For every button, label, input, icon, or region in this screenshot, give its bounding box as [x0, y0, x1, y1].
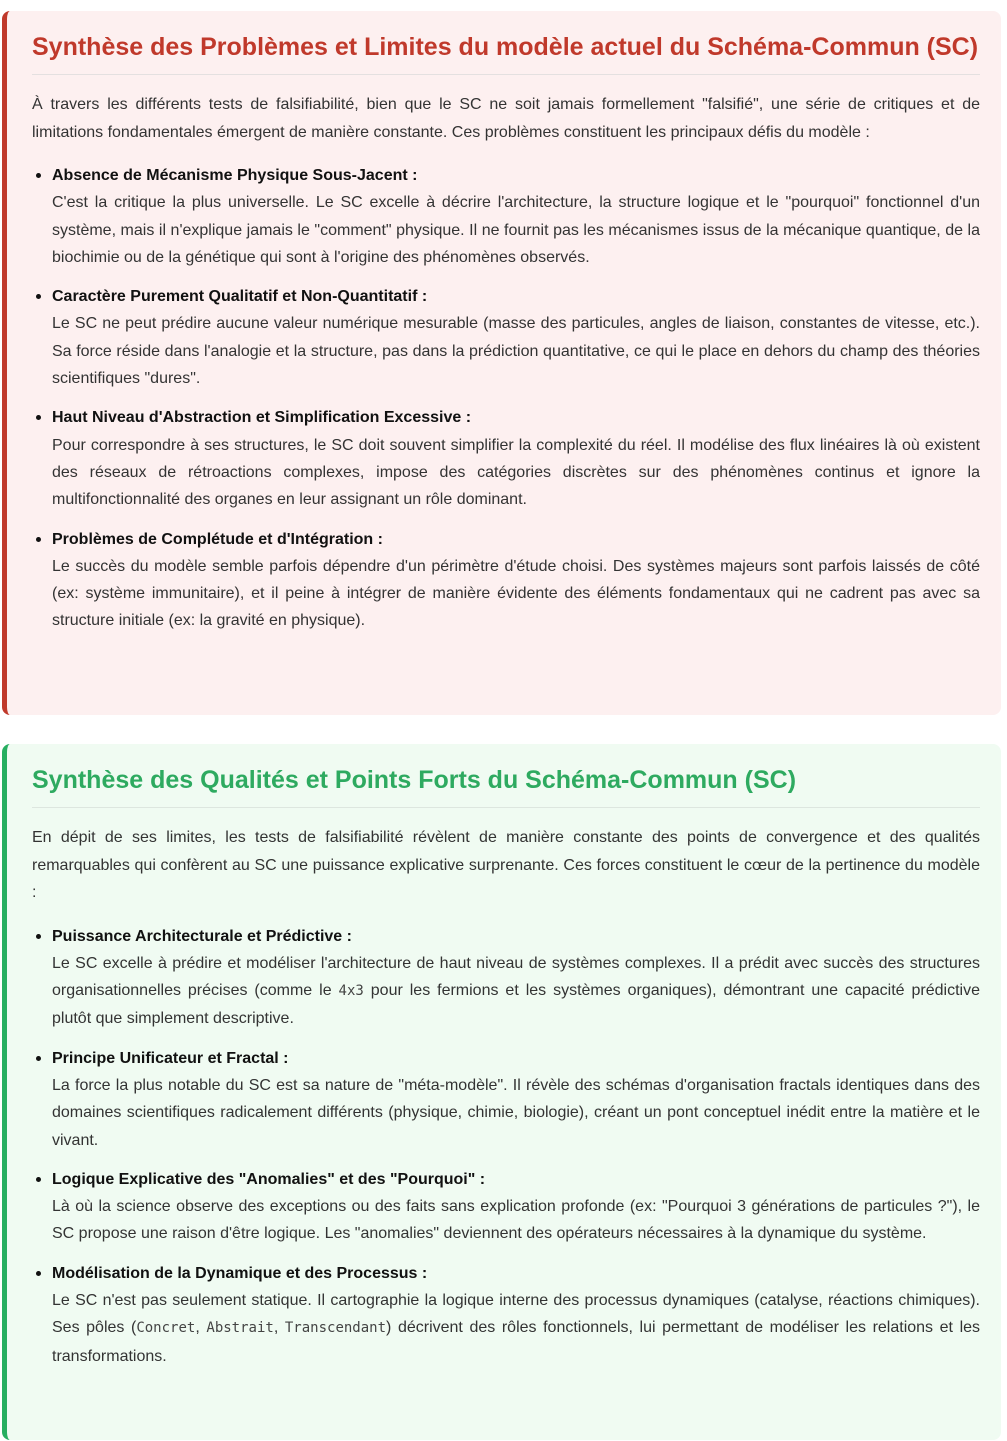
item-title: Problèmes de Complétude et d'Intégration : [52, 530, 383, 548]
item-body: Là où la science observe des exceptions ou des faits sans explication profonde (ex: "Pourquoi 3 générations de particules ?"), le SC propose une raison d'être logique. Les "anomalies" deviennent des opérateurs nécessaires à la dynamique du système. [52, 1198, 980, 1243]
item-title: Caractère Purement Qualitatif et Non-Quantitatif : [52, 288, 428, 306]
problems-heading: Synthèse des Problèmes et Limites du modèle actuel du Schéma-Commun (SC) [32, 31, 980, 75]
problems-list [32, 162, 980, 635]
item-body-text: ) décrivent des rôles fonctionnels, lui permettant de modéliser les relations et les transformations. [52, 1319, 981, 1365]
item-body: Pour correspondre à ses structures, le SC doit souvent simplifier la complexité du réel. Il modélise des flux linéaires là où existent des réseaux de rétroactions complexes, impose des catégories discrètes sur des phénomènes continus et ignore la multifonctionnalité des organes en leur assignant un rôle dominant. [52, 436, 980, 509]
item-body-text: Le SC n'est pas seulement statique. Il cartographie la logique interne des processus dynamiques (catalyse, réactions chimiques). Ses pôles ( [52, 1292, 980, 1337]
item-body: La force la plus notable du SC est sa nature de "méta-modèle". Il révèle des schémas d'organisation fractals identiques dans des domaines scientifiques radicalement différents (physique, chimie, biologie), créant un pont conceptuel inédit entre la matière et le vivant. [52, 1076, 980, 1149]
item-title: Modélisation de la Dynamique et des Processus : [52, 1264, 428, 1282]
list-item [52, 1166, 980, 1248]
list-item [52, 1260, 980, 1370]
strengths-card [2, 744, 1001, 1440]
item-body [52, 1287, 980, 1370]
item-body-text: pour les fermions et les systèmes organiques), démontrant une capacité prédictive plutôt que simplement descriptive. [52, 982, 980, 1028]
separator: , [273, 1319, 285, 1337]
item-title: Puissance Architecturale et Prédictive : [52, 927, 352, 945]
inline-code: 4x3 [338, 983, 364, 1000]
inline-code: Abstrait [206, 1320, 274, 1337]
list-item [52, 1045, 980, 1154]
item-body: Le SC ne peut prédire aucune valeur numérique mesurable (masse des particules, angles de liaison, constantes de vitesse, etc.). Sa force réside dans l'analogie et la structure, pas dans la prédiction quantitative, ce qui le place en dehors du champ des théories scientifiques "dures". [52, 315, 980, 388]
inline-code: Transcendant [284, 1320, 387, 1337]
item-title: Haut Niveau d'Abstraction et Simplification Excessive : [52, 409, 472, 427]
item-title: Logique Explicative des "Anomalies" et des "Pourquoi" : [52, 1170, 486, 1188]
item-title: Principe Unificateur et Fractal : [52, 1049, 289, 1067]
strengths-list [32, 923, 980, 1370]
item-title: Absence de Mécanisme Physique Sous-Jacent : [52, 167, 418, 184]
list-item [52, 526, 980, 635]
list-item [52, 162, 980, 271]
strengths-intro: En dépit de ses limites, les tests de falsifiabilité révèlent de manière constante des points de convergence et des qualités remarquables qui confèrent au SC une puissance explicative surprenante. Ces forces constituent le cœur de la pertinence du modèle : [32, 829, 980, 901]
list-item [52, 283, 980, 392]
item-body: Le succès du modèle semble parfois dépendre d'un périmètre d'étude choisi. Des systèmes majeurs sont parfois laissés de côté (ex: système immunitaire), et il peine à intégrer de manière évidente des éléments fondamentaux qui ne cadrent pas avec sa structure initiale (ex: la gravité en physique). [52, 557, 980, 630]
strengths-heading: Synthèse des Qualités et Points Forts du Schéma-Commun (SC) [32, 764, 980, 808]
item-body [52, 950, 980, 1033]
item-body: C'est la critique la plus universelle. Le SC excelle à décrire l'architecture, la structure logique et le "pourquoi" fonctionnel d'un système, mais il n'explique jamais le "comment" physique. Il ne fournit pas les mécanismes issus de la mécanique quantique, de la biochimie ou de la génétique qui sont à l'origine des phénomènes observés. [52, 194, 980, 266]
list-item [52, 404, 980, 513]
item-body-text: Le SC excelle à prédire et modéliser l'architecture de haut niveau de systèmes complexes. Il a prédit avec succès des structures organisationnelles précises (comme le [52, 954, 980, 1000]
separator: , [195, 1319, 207, 1337]
problems-card [2, 11, 1001, 715]
inline-code: Concret [136, 1320, 196, 1337]
problems-intro: À travers les différents tests de falsifiabilité, bien que le SC ne soit jamais formellement "falsifié", une série de critiques et de limitations fondamentales émergent de manière constante. Ces problèmes constituent les principaux défis du modèle : [32, 96, 980, 141]
list-item [52, 923, 980, 1033]
